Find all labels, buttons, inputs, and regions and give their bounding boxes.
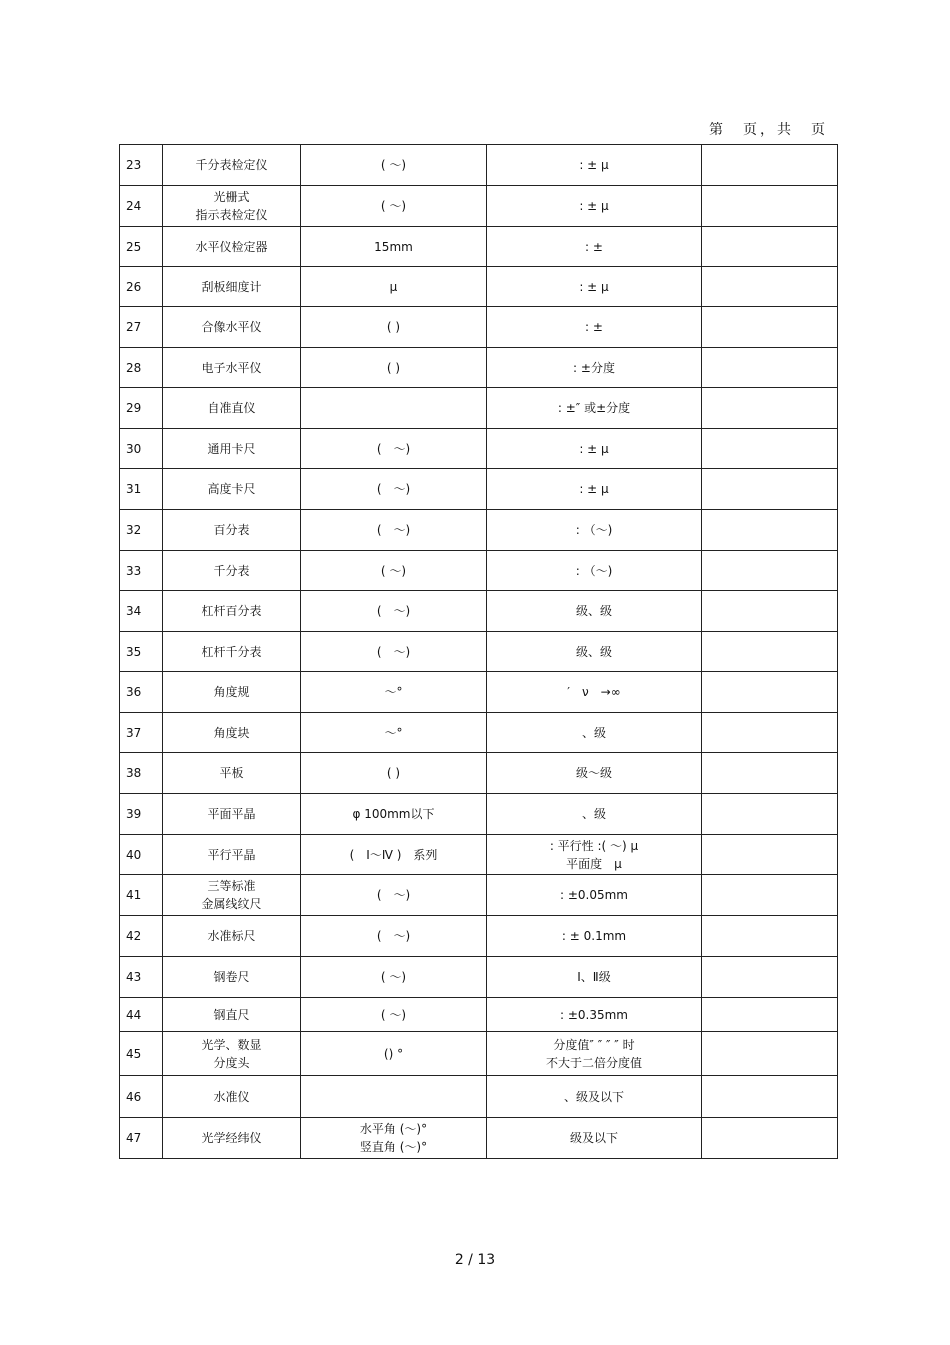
note-cell <box>702 835 838 875</box>
row-number-cell <box>120 753 163 794</box>
table-row <box>120 429 838 469</box>
row-number-cell <box>120 307 163 348</box>
instrument-name-cell <box>163 145 301 186</box>
row-number-cell <box>120 551 163 591</box>
row-number: 32 <box>126 523 142 537</box>
measuring-range-line: φ 100mm以下 <box>352 807 435 821</box>
row-number: 46 <box>126 1089 142 1104</box>
instrument-name-line: 杠杆千分表 <box>201 644 262 659</box>
measuring-range-cell <box>301 753 487 794</box>
table-row <box>120 753 838 794</box>
instrument-name-line: 通用卡尺 <box>207 441 256 456</box>
accuracy-line: : ±″ 或±分度 <box>557 401 631 415</box>
instrument-name-cell <box>163 591 301 632</box>
row-number: 38 <box>126 766 142 780</box>
row-number: 30 <box>126 441 142 456</box>
measuring-range-line: ～° <box>384 725 403 740</box>
table-row <box>120 186 838 227</box>
instrument-name-cell <box>163 267 301 307</box>
accuracy-cell <box>487 998 702 1032</box>
accuracy-cell <box>487 1032 702 1076</box>
row-number: 47 <box>126 1131 142 1145</box>
row-number-cell <box>120 875 163 916</box>
row-number: 39 <box>126 807 142 821</box>
instrument-name-line: 光栅式 <box>213 190 250 204</box>
row-number: 24 <box>126 199 142 213</box>
row-number: 27 <box>126 320 142 334</box>
instrument-name-cell <box>163 186 301 227</box>
accuracy-cell <box>487 551 702 591</box>
note-cell <box>702 998 838 1032</box>
accuracy-line: : ± μ <box>579 441 609 456</box>
instrument-name-cell <box>163 1118 301 1159</box>
table-row <box>120 145 838 186</box>
row-number-cell <box>120 591 163 632</box>
measuring-range-cell <box>301 632 487 672</box>
instrument-name-line: 金属线纹尺 <box>201 897 262 911</box>
accuracy-line: 、级 <box>581 725 606 740</box>
instrument-name-cell <box>163 469 301 510</box>
table-row <box>120 794 838 835</box>
table-row <box>120 510 838 551</box>
instrument-name-line: 光学、数显 <box>201 1037 262 1052</box>
note-cell <box>702 469 838 510</box>
note-cell <box>702 145 838 186</box>
table-row <box>120 348 838 388</box>
note-cell <box>702 632 838 672</box>
accuracy-line: 、级 <box>581 807 606 821</box>
table-row <box>120 875 838 916</box>
row-number-cell <box>120 1032 163 1076</box>
accuracy-line: 级、级 <box>575 644 612 659</box>
accuracy-cell <box>487 713 702 753</box>
accuracy-cell <box>487 348 702 388</box>
note-cell <box>702 753 838 794</box>
measuring-range-cell <box>301 713 487 753</box>
measuring-range-cell <box>301 348 487 388</box>
instrument-name-line: 分度头 <box>213 1055 250 1070</box>
measuring-range-line: ( ～) <box>376 888 411 902</box>
table-row <box>120 835 838 875</box>
row-number-cell <box>120 510 163 551</box>
instrument-name-cell <box>163 388 301 429</box>
instrument-name-line: 千分表 <box>213 563 250 578</box>
accuracy-cell <box>487 916 702 957</box>
instrument-name-cell <box>163 794 301 835</box>
measuring-range-cell <box>301 591 487 632</box>
instrument-name-cell <box>163 632 301 672</box>
instrument-name-cell <box>163 672 301 713</box>
instrument-name-line: 水准标尺 <box>207 929 256 943</box>
measuring-range-cell <box>301 1118 487 1159</box>
instrument-name-line: 自准直仪 <box>207 401 256 415</box>
measuring-range-line: ( ～) <box>376 441 411 456</box>
table-row <box>120 591 838 632</box>
row-number: 34 <box>126 604 142 618</box>
measuring-range-cell <box>301 186 487 227</box>
instrument-name-cell <box>163 957 301 998</box>
instrument-name-line: 刮板细度计 <box>201 279 262 294</box>
accuracy-cell <box>487 835 702 875</box>
instrument-name-cell <box>163 713 301 753</box>
instrument-name-cell <box>163 510 301 551</box>
accuracy-line: Ⅰ、Ⅱ级 <box>577 970 611 984</box>
accuracy-line: : ±0.05mm <box>559 888 628 902</box>
note-cell <box>702 875 838 916</box>
note-cell <box>702 1032 838 1076</box>
row-number-cell <box>120 672 163 713</box>
instrument-name-line: 水准仪 <box>213 1089 250 1104</box>
accuracy-cell <box>487 753 702 794</box>
accuracy-line: : ± μ <box>579 482 609 496</box>
instrument-name-cell <box>163 998 301 1032</box>
instrument-name-line: 杠杆百分表 <box>201 604 262 618</box>
row-number: 35 <box>126 644 142 659</box>
measuring-range-cell <box>301 227 487 267</box>
accuracy-cell <box>487 267 702 307</box>
measuring-range-line: () ° <box>383 1046 404 1061</box>
accuracy-line: : ± <box>585 239 603 254</box>
measuring-range-cell <box>301 1076 487 1118</box>
measuring-range-line: ( ～) <box>380 970 407 984</box>
note-cell <box>702 551 838 591</box>
table-row <box>120 916 838 957</box>
accuracy-line: : ±0.35mm <box>559 1007 628 1022</box>
instrument-name-line: 平行平晶 <box>207 847 256 862</box>
row-number-cell <box>120 267 163 307</box>
row-number-cell <box>120 713 163 753</box>
measuring-range-line: μ <box>389 279 398 294</box>
accuracy-cell <box>487 957 702 998</box>
accuracy-cell <box>487 632 702 672</box>
accuracy-line: 、级及以下 <box>563 1089 624 1104</box>
table-row <box>120 632 838 672</box>
row-number: 23 <box>126 158 142 172</box>
instrument-name-line: 百分表 <box>213 523 250 537</box>
page-number: 2 / 13 <box>454 1252 496 1268</box>
row-number-cell <box>120 632 163 672</box>
row-number: 26 <box>126 279 142 294</box>
row-number: 25 <box>126 239 142 254</box>
accuracy-line: 级～级 <box>575 766 612 780</box>
table-row <box>120 713 838 753</box>
measuring-range-line: 竖直角 (～)° <box>359 1140 428 1154</box>
table-row <box>120 1118 838 1159</box>
row-number-cell <box>120 794 163 835</box>
accuracy-line: 级及以下 <box>569 1131 618 1145</box>
accuracy-line: : ± <box>585 320 603 334</box>
measuring-range-cell <box>301 672 487 713</box>
row-number: 40 <box>126 847 142 862</box>
accuracy-cell <box>487 1118 702 1159</box>
instrument-name-cell <box>163 1076 301 1118</box>
instrument-name-line: 水平仪检定器 <box>195 239 268 254</box>
measuring-range-line: ( ～) <box>380 1007 407 1022</box>
note-cell <box>702 591 838 632</box>
instrument-name-cell <box>163 429 301 469</box>
instrument-name-cell <box>163 753 301 794</box>
accuracy-line: 级、级 <box>575 604 612 618</box>
note-cell <box>702 1118 838 1159</box>
accuracy-line: : ± μ <box>579 158 609 172</box>
note-cell <box>702 794 838 835</box>
note-cell <box>702 388 838 429</box>
note-cell <box>702 713 838 753</box>
note-cell <box>702 348 838 388</box>
note-cell <box>702 186 838 227</box>
accuracy-cell <box>487 875 702 916</box>
measuring-range-line: 15mm <box>374 239 413 254</box>
measuring-range-line: ( ～) <box>376 523 411 537</box>
measuring-range-cell <box>301 267 487 307</box>
page-header: 第 页，共 页 <box>709 122 828 138</box>
instrument-name-line: 平板 <box>219 766 244 780</box>
measuring-range-line: ( ～) <box>376 604 411 618</box>
accuracy-line: : ± 0.1mm <box>561 929 627 943</box>
instrument-name-cell <box>163 307 301 348</box>
accuracy-cell <box>487 227 702 267</box>
table-row <box>120 1032 838 1076</box>
accuracy-line: : ±分度 <box>573 360 615 375</box>
row-number: 36 <box>126 685 142 699</box>
accuracy-cell <box>487 388 702 429</box>
accuracy-cell <box>487 429 702 469</box>
instrument-name-line: 钢直尺 <box>213 1007 250 1022</box>
note-cell <box>702 510 838 551</box>
measuring-range-cell <box>301 998 487 1032</box>
row-number-cell <box>120 186 163 227</box>
measuring-range-cell <box>301 875 487 916</box>
accuracy-cell <box>487 469 702 510</box>
accuracy-cell <box>487 1076 702 1118</box>
measuring-range-line: ( ) <box>386 320 401 334</box>
measuring-range-cell <box>301 835 487 875</box>
accuracy-cell <box>487 591 702 632</box>
note-cell <box>702 227 838 267</box>
instrument-name-cell <box>163 835 301 875</box>
measuring-range-line: ( ～) <box>380 563 407 578</box>
accuracy-line: : ± μ <box>579 279 609 294</box>
row-number-cell <box>120 145 163 186</box>
accuracy-line: 不大于二倍分度值 <box>545 1055 642 1070</box>
row-number-cell <box>120 957 163 998</box>
measuring-range-cell <box>301 307 487 348</box>
measuring-range-line: ( ～) <box>376 929 411 943</box>
instrument-table <box>119 144 838 1159</box>
row-number: 43 <box>126 970 142 984</box>
instrument-name-cell <box>163 1032 301 1076</box>
note-cell <box>702 916 838 957</box>
measuring-range-line: ( ) <box>386 766 401 780</box>
note-cell <box>702 267 838 307</box>
table-row <box>120 551 838 591</box>
accuracy-cell <box>487 672 702 713</box>
instrument-name-cell <box>163 916 301 957</box>
instrument-name-line: 电子水平仪 <box>201 360 262 375</box>
measuring-range-cell <box>301 145 487 186</box>
table-row <box>120 998 838 1032</box>
table-row <box>120 957 838 998</box>
instrument-name-line: 指示表检定仪 <box>195 208 268 222</box>
measuring-range-line: ～° <box>384 685 403 699</box>
row-number: 42 <box>126 929 142 943</box>
measuring-range-line: ( ) <box>386 360 401 375</box>
row-number: 44 <box>126 1007 142 1022</box>
instrument-name-line: 钢卷尺 <box>213 970 250 984</box>
instrument-name-line: 合像水平仪 <box>201 320 262 334</box>
measuring-range-line: ( ～) <box>380 158 407 172</box>
table-row <box>120 227 838 267</box>
instrument-name-line: 角度块 <box>213 725 250 740</box>
row-number: 41 <box>126 888 142 902</box>
measuring-range-cell <box>301 957 487 998</box>
accuracy-cell <box>487 186 702 227</box>
row-number: 33 <box>126 563 142 578</box>
accuracy-line: 平面度 μ <box>566 856 622 871</box>
table-row <box>120 1076 838 1118</box>
accuracy-line: : （～) <box>575 563 613 578</box>
instrument-name-cell <box>163 551 301 591</box>
measuring-range-cell <box>301 429 487 469</box>
measuring-range-cell <box>301 1032 487 1076</box>
table-body <box>120 145 838 1159</box>
row-number-cell <box>120 835 163 875</box>
instrument-name-cell <box>163 227 301 267</box>
row-number-cell <box>120 916 163 957</box>
measuring-range-line: ( ～) <box>376 482 411 496</box>
note-cell <box>702 307 838 348</box>
row-number: 45 <box>126 1046 142 1061</box>
instrument-name-line: 光学经纬仪 <box>201 1131 262 1145</box>
measuring-range-cell <box>301 388 487 429</box>
measuring-range-cell <box>301 916 487 957</box>
row-number: 37 <box>126 725 142 740</box>
row-number-cell <box>120 998 163 1032</box>
row-number-cell <box>120 1118 163 1159</box>
measuring-range-line: ( ～) <box>380 199 407 213</box>
accuracy-cell <box>487 145 702 186</box>
measuring-range-line: ( Ⅰ～Ⅳ ) 系列 <box>349 847 438 862</box>
table-row <box>120 388 838 429</box>
row-number-cell <box>120 227 163 267</box>
row-number-cell <box>120 469 163 510</box>
row-number: 31 <box>126 482 142 496</box>
accuracy-cell <box>487 794 702 835</box>
accuracy-line: : 平行性 :( ～) μ <box>549 838 639 853</box>
measuring-range-cell <box>301 551 487 591</box>
accuracy-line: 分度值″ ″ ″ ″ 时 <box>553 1037 635 1052</box>
accuracy-line: : （～) <box>575 523 613 537</box>
row-number-cell <box>120 388 163 429</box>
measuring-range-line: ( ～) <box>376 644 411 659</box>
row-number: 28 <box>126 360 142 375</box>
row-number-cell <box>120 429 163 469</box>
instrument-name-line: 高度卡尺 <box>207 482 256 496</box>
measuring-range-cell <box>301 794 487 835</box>
accuracy-line: ′ ν →∞ <box>567 685 621 699</box>
measuring-range-cell <box>301 469 487 510</box>
instrument-name-cell <box>163 348 301 388</box>
instrument-name-line: 三等标准 <box>207 879 256 893</box>
note-cell <box>702 1076 838 1118</box>
table-row <box>120 469 838 510</box>
row-number-cell <box>120 348 163 388</box>
measuring-range-cell <box>301 510 487 551</box>
note-cell <box>702 429 838 469</box>
measuring-range-line: 水平角 (～)° <box>359 1122 428 1136</box>
instrument-name-line: 角度规 <box>213 685 250 699</box>
note-cell <box>702 957 838 998</box>
table-row <box>120 307 838 348</box>
accuracy-cell <box>487 307 702 348</box>
instrument-name-cell <box>163 875 301 916</box>
table-row <box>120 267 838 307</box>
instrument-name-line: 千分表检定仪 <box>195 158 268 172</box>
table-row <box>120 672 838 713</box>
accuracy-line: : ± μ <box>579 199 609 213</box>
row-number: 29 <box>126 401 142 415</box>
instrument-name-line: 平面平晶 <box>207 807 256 821</box>
accuracy-cell <box>487 510 702 551</box>
row-number-cell <box>120 1076 163 1118</box>
note-cell <box>702 672 838 713</box>
